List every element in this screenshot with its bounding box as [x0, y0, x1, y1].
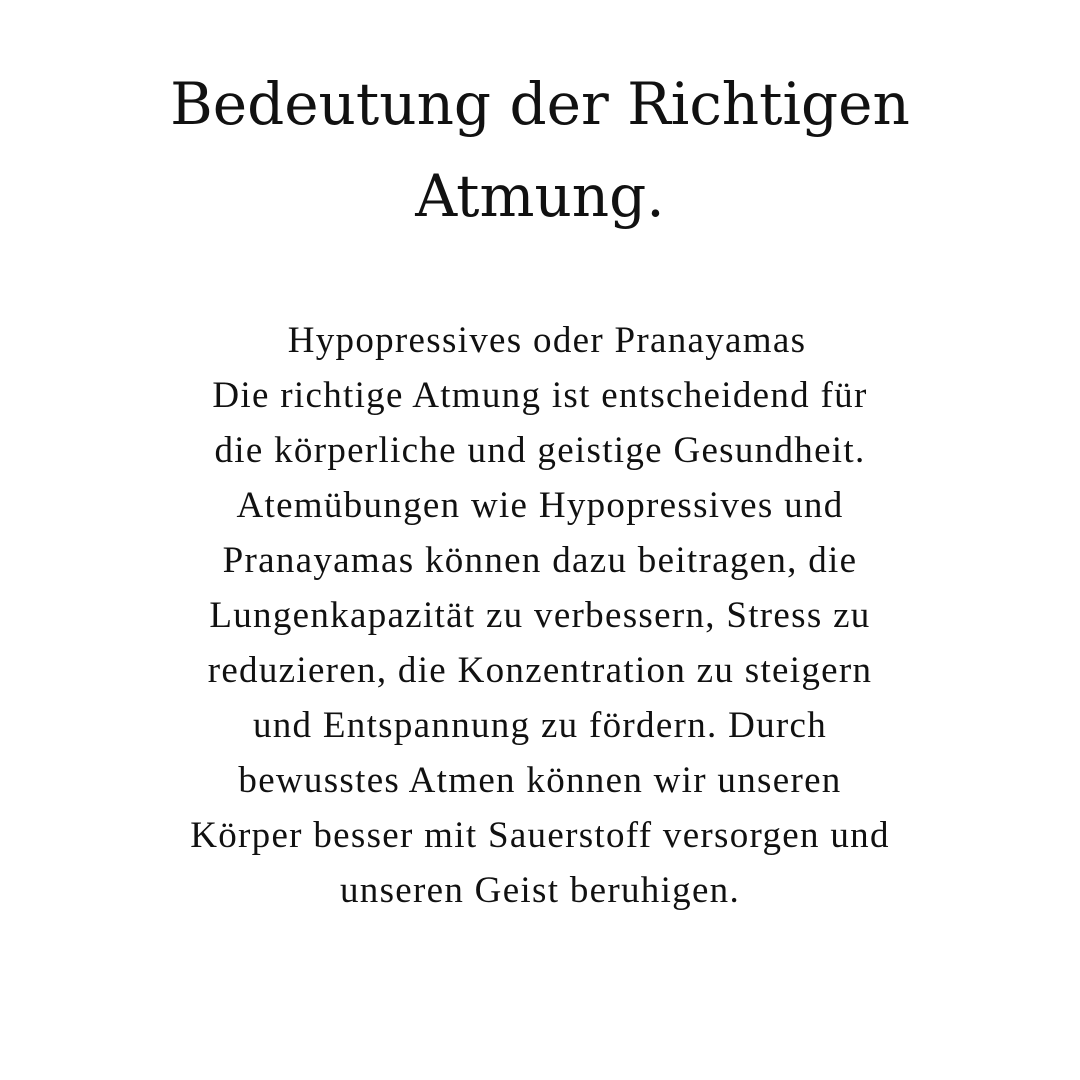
body-line-8: bewusstes Atmen können wir unseren	[238, 760, 842, 801]
page-title	[0, 58, 1080, 242]
body-line-4: Pranayamas können dazu beitragen, die	[222, 540, 858, 581]
body-line-7: und Entspannung zu fördern. Durch	[252, 705, 828, 746]
body-text	[0, 313, 1080, 918]
title-line-2: Atmung.	[415, 162, 665, 230]
body-line-6: reduzieren, die Konzentration zu steigern	[207, 650, 873, 691]
body-line-9: Körper besser mit Sauerstoff versorgen und	[190, 815, 890, 856]
subtitle: Hypopressives oder Pranayamas	[287, 320, 807, 361]
title-line-1: Bedeutung der Richtigen	[170, 70, 910, 138]
body-line-1: Die richtige Atmung ist entscheidend für	[212, 375, 868, 416]
body-line-2: die körperliche und geistige Gesundheit.	[214, 430, 866, 471]
body-line-5: Lungenkapazität zu verbessern, Stress zu	[209, 595, 871, 636]
body-line-3: Atemübungen wie Hypopressives und	[236, 485, 844, 526]
body-line-10: unseren Geist beruhigen.	[339, 870, 741, 911]
